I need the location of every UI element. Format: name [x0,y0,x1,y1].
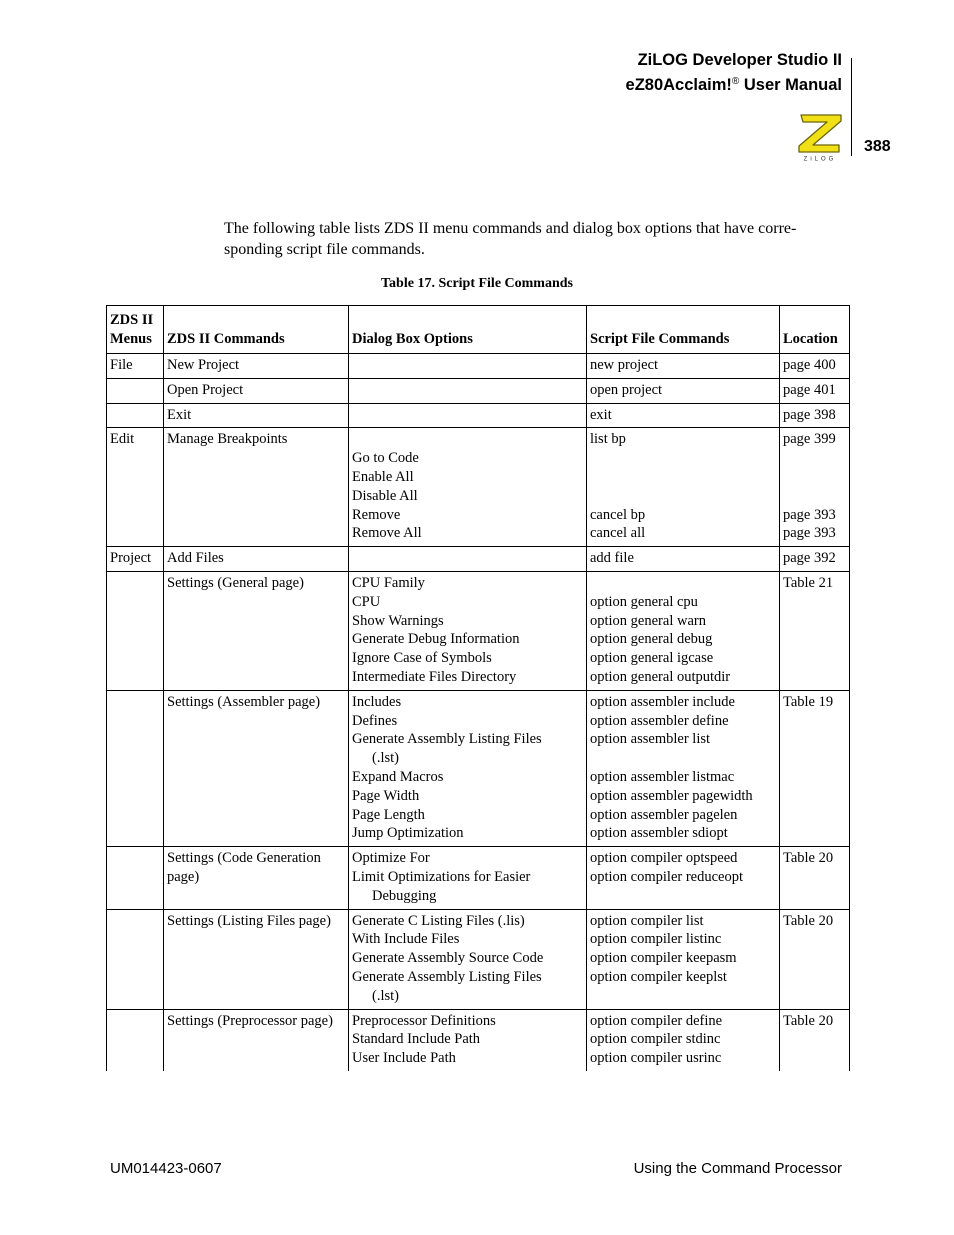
command-cell [164,378,349,403]
command-cell [164,909,349,1009]
cell-line: open project [590,381,663,398]
cell-line: Debugging [372,887,437,904]
cell-line: option assembler list [590,731,711,748]
column-header-location: Location [780,306,850,354]
cell-line: Optimize For [352,850,430,867]
cell-line: add file [590,550,634,567]
zilog-logo [794,112,846,162]
dialog-option-cell [349,547,587,572]
menu-cell [107,428,164,547]
location-cell [780,354,850,379]
cell-line: CPU [352,593,381,610]
cell-line: Table 21 [783,574,834,591]
cell-line: Edit [110,431,135,448]
cell-line: page 393 [783,525,836,542]
cell-line: option assembler define [590,712,729,729]
menu-cell [107,403,164,428]
table-row [107,847,850,909]
cell-line: page 393 [783,506,836,523]
command-cell [164,847,349,909]
cell-line: exit [590,406,612,423]
table-row [107,571,850,690]
manual-title-line1: ZiLOG Developer Studio II [637,51,842,69]
cell-line: Page Length [352,806,425,823]
cell-line: Table 20 [783,912,834,929]
header-line: ZDS II [110,312,154,329]
script-command-cell [587,428,780,547]
cell-line: page 399 [783,431,836,448]
cell-line: Generate Debug Information [352,631,520,648]
cell-line: option compiler list [590,912,704,929]
cell-line [590,468,777,487]
script-file-commands-table [106,305,850,1071]
table-row [107,428,850,547]
cell-line: Disable All [352,487,418,504]
cell-line [590,574,777,593]
cell-line: option assembler pagewidth [590,787,753,804]
intro-paragraph: The following table lists ZDS II menu commands and dialog box options that have corre-sponding script file commands. [224,220,797,258]
cell-line [783,449,847,468]
cell-line: Project [110,550,152,567]
logo-wordmark: ZiLOG [803,156,837,162]
cell-line: cancel bp [590,506,646,523]
script-command-cell [587,378,780,403]
command-cell [164,403,349,428]
location-cell [780,428,850,547]
cell-line: Defines [352,712,398,729]
dialog-option-cell [349,847,587,909]
cell-line: Limit Optimizations for Easier [352,868,531,885]
table-row [107,403,850,428]
cell-line: Generate Assembly Listing Files [352,968,542,985]
column-header-menus [107,306,164,354]
cell-line: option compiler keeplst [590,968,727,985]
registered-mark: ® [731,76,740,87]
cell-line: option general outputdir [590,668,731,685]
cell-line: Page Width [352,787,420,804]
dialog-option-cell [349,354,587,379]
script-command-cell [587,1009,780,1071]
cell-line: Standard Include Path [352,1031,481,1048]
menu-cell [107,847,164,909]
cell-line: Includes [352,693,402,710]
dialog-option-cell [349,571,587,690]
cell-line: option compiler usrinc [590,1050,722,1067]
cell-line: With Include Files [352,931,460,948]
cell-line [590,749,777,768]
cell-line: option compiler define [590,1012,723,1029]
cell-line: Show Warnings [352,612,444,629]
cell-line: Enable All [352,468,414,485]
dialog-option-cell [349,909,587,1009]
manual-title [626,50,842,96]
cell-line: option compiler optspeed [590,850,738,867]
cell-line: CPU Family [352,574,425,591]
table-row [107,378,850,403]
cell-line: Exit [167,406,192,423]
cell-line: Remove [352,506,401,523]
cell-line: page 400 [783,357,836,373]
script-command-cell [587,909,780,1009]
cell-line: Table 19 [783,693,834,710]
cell-line: Generate Assembly Listing Files [352,731,542,748]
menu-cell [107,571,164,690]
cell-line [783,468,847,487]
menu-cell [107,690,164,846]
product-name: eZ80Acclaim! [625,76,732,94]
cell-line: Preprocessor Definitions [352,1012,496,1029]
cell-line: Settings (Listing Files page) [167,912,331,929]
command-cell [164,428,349,547]
cell-line [352,430,584,449]
header-divider [851,58,852,156]
command-cell [164,354,349,379]
cell-line: option assembler pagelen [590,806,738,823]
column-header-commands: ZDS II Commands [164,306,349,354]
table-header-row [107,306,850,354]
table-row [107,909,850,1009]
menu-cell [107,378,164,403]
cell-line: option general igcase [590,650,714,667]
cell-line: option general cpu [590,593,698,610]
cell-line: option general debug [590,631,713,648]
table-row [107,690,850,846]
cell-line: option assembler listmac [590,768,735,785]
location-cell [780,547,850,572]
cell-line: option general warn [590,612,706,629]
menu-cell [107,909,164,1009]
cell-line: Generate Assembly Source Code [352,950,544,967]
cell-line: cancel all [590,525,646,542]
cell-line: list bp [590,431,626,448]
manual-suffix: User Manual [739,76,842,94]
location-cell [780,1009,850,1071]
cell-line: page) [167,868,200,885]
dialog-option-cell [349,378,587,403]
dialog-option-cell [349,690,587,846]
script-command-cell [587,354,780,379]
cell-line: Ignore Case of Symbols [352,650,492,667]
cell-line: (.lst) [372,750,399,767]
command-cell [164,690,349,846]
table-caption: Table 17. Script File Commands [381,276,573,291]
cell-line [783,487,847,506]
header-line: Menus [110,331,152,348]
cell-line: Go to Code [352,450,419,467]
cell-line: (.lst) [372,987,399,1004]
cell-line: Open Project [167,381,244,398]
cell-line: option compiler listinc [590,931,722,948]
manual-title-line2 [626,71,842,96]
location-cell [780,571,850,690]
cell-line: Remove All [352,525,422,542]
menu-cell [107,1009,164,1071]
table-body [107,354,850,1071]
cell-line: Jump Optimization [352,825,464,842]
cell-line: page 398 [783,406,836,423]
table-row [107,547,850,572]
cell-line: File [110,357,133,373]
cell-line [590,449,777,468]
cell-line: Settings (Code Generation [167,850,321,867]
document-id: UM014423-0607 [110,1160,222,1177]
cell-line: page 401 [783,381,836,398]
dialog-option-cell [349,1009,587,1071]
cell-line [590,487,777,506]
dialog-option-cell [349,428,587,547]
cell-line: option assembler sdiopt [590,825,728,842]
location-cell [780,909,850,1009]
cell-line: Table 20 [783,1012,834,1029]
dialog-option-cell [349,403,587,428]
cell-line: Manage Breakpoints [167,431,288,448]
location-cell [780,847,850,909]
cell-line: page 392 [783,550,836,567]
cell-line: option compiler reduceopt [590,868,744,885]
cell-line: option assembler include [590,693,735,710]
cell-line: User Include Path [352,1050,456,1067]
command-cell [164,571,349,690]
cell-line: new project [590,357,659,373]
cell-line: Table 20 [783,850,834,867]
script-command-cell [587,690,780,846]
column-header-dialog-options: Dialog Box Options [349,306,587,354]
cell-line: Intermediate Files Directory [352,668,517,685]
cell-line: Settings (General page) [167,574,304,591]
location-cell [780,378,850,403]
command-cell [164,547,349,572]
script-command-cell [587,571,780,690]
section-name: Using the Command Processor [633,1160,842,1177]
command-cell [164,1009,349,1071]
script-command-cell [587,547,780,572]
location-cell [780,690,850,846]
cell-line: option compiler stdinc [590,1031,721,1048]
cell-line: Add Files [167,550,224,567]
page-number: 388 [864,138,891,155]
script-command-cell [587,403,780,428]
column-header-script-commands: Script File Commands [587,306,780,354]
menu-cell [107,354,164,379]
script-command-cell [587,847,780,909]
table-row [107,354,850,379]
table-row [107,1009,850,1071]
cell-line: Settings (Preprocessor page) [167,1012,333,1029]
location-cell [780,403,850,428]
cell-line: Generate C Listing Files (.lis) [352,912,525,929]
cell-line: New Project [167,357,240,373]
cell-line: Expand Macros [352,768,444,785]
menu-cell [107,547,164,572]
cell-line: Settings (Assembler page) [167,693,321,710]
cell-line: option compiler keepasm [590,950,737,967]
